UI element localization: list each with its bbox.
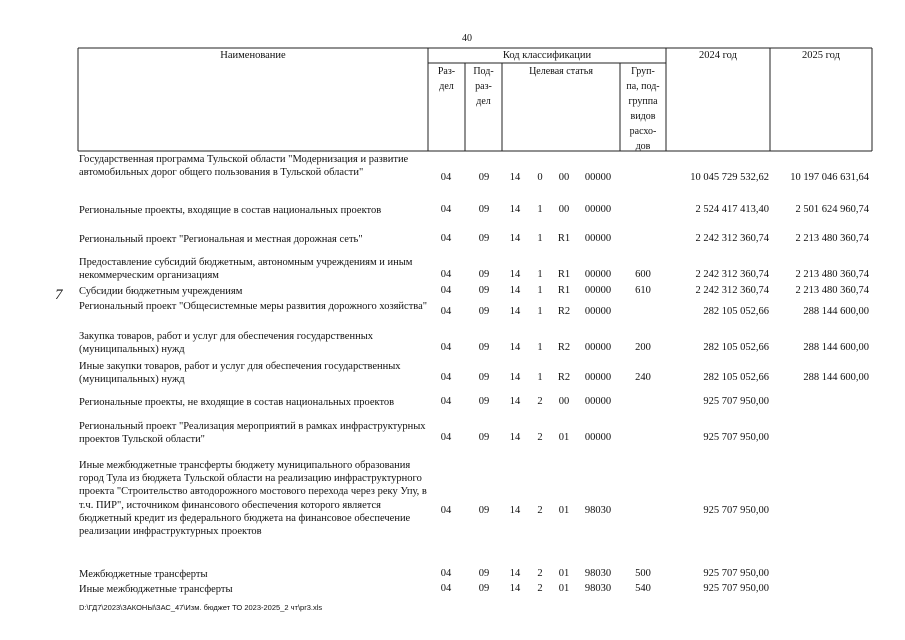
cell-t4: 00000 [584, 172, 612, 183]
header-section: Раз- дел [437, 66, 456, 92]
row-name: Региональные проекты, не входящие в состав национальных проектов [79, 397, 395, 408]
row-name: Региональный проект "Реализация мероприятий в рамках инфраструктурных проектов Тульской области" [79, 421, 426, 446]
cell-rz: 04 [440, 285, 452, 296]
cell-rz: 04 [440, 342, 452, 353]
cell-pr: 09 [478, 233, 490, 244]
cell-2025: 2 213 480 360,74 [795, 233, 869, 244]
cell-t3: 01 [558, 568, 570, 579]
cell-2024: 925 707 950,00 [703, 505, 769, 516]
cell-t1: 14 [509, 372, 521, 383]
row-name: Межбюджетные трансферты [79, 569, 208, 580]
cell-t1: 14 [509, 269, 521, 280]
cell-t1: 14 [509, 432, 521, 443]
cell-rz: 04 [440, 204, 452, 215]
cell-t1: 14 [509, 233, 521, 244]
header-target: Целевая статья [529, 66, 593, 77]
cell-t4: 00000 [584, 342, 612, 353]
row-name: Иные межбюджетные трансферты бюджету муниципального образования город Тула из бюджета Тульской области на реализацию инфраструктурного проекта "Строительство автодорожного мостового перехода через реку Упу, в т.ч. ПИР", источником финансового обеспечения которого является бюджетный кредит из федерального бюджета на финансовое обеспечение реализации инфраструктурных проектов [79, 460, 427, 538]
header-year-2024: 2024 год [699, 50, 737, 61]
cell-t4: 00000 [584, 396, 612, 407]
row-name: Иные закупки товаров, работ и услуг для обеспечения государственных (муниципальных) нужд [79, 361, 401, 386]
cell-pr: 09 [478, 583, 490, 594]
cell-t3: 01 [558, 583, 570, 594]
row-name: Региональные проекты, входящие в состав национальных проектов [79, 205, 382, 216]
row-name: Субсидии бюджетным учреждениям [79, 286, 243, 297]
cell-t3: 00 [558, 396, 570, 407]
cell-rz: 04 [440, 568, 452, 579]
cell-2025: 2 213 480 360,74 [795, 269, 869, 280]
cell-2024: 925 707 950,00 [703, 568, 769, 579]
cell-t4: 00000 [584, 285, 612, 296]
cell-rz: 04 [440, 583, 452, 594]
cell-pr: 09 [478, 432, 490, 443]
cell-t3: R2 [557, 372, 571, 383]
cell-t2: 1 [537, 372, 543, 383]
file-path-footer: D:\ГД7\2023\ЗАКОНЫ\ЗАС_47\Изм. бюджет ТО 2023-2025_2 чт\pr3.xls [79, 603, 323, 612]
cell-rz: 04 [440, 372, 452, 383]
cell-2025: 288 144 600,00 [803, 372, 869, 383]
page-number: 40 [462, 33, 472, 44]
cell-2024: 2 242 312 360,74 [695, 233, 769, 244]
cell-t4: 00000 [584, 306, 612, 317]
row-name: Региональный проект "Региональная и местная дорожная сеть" [79, 234, 363, 245]
cell-t3: 01 [558, 432, 570, 443]
cell-pr: 09 [478, 306, 490, 317]
cell-2024: 925 707 950,00 [703, 583, 769, 594]
cell-pr: 09 [478, 505, 490, 516]
margin-mark: 7 [55, 287, 63, 303]
cell-rz: 04 [440, 269, 452, 280]
cell-t3: R1 [557, 233, 571, 244]
cell-t1: 14 [509, 285, 521, 296]
cell-t3: R2 [557, 342, 571, 353]
cell-t1: 14 [509, 342, 521, 353]
cell-2025: 10 197 046 631,64 [790, 172, 869, 183]
cell-t2: 2 [537, 432, 543, 443]
cell-pr: 09 [478, 396, 490, 407]
cell-t3: 00 [558, 204, 570, 215]
cell-t1: 14 [509, 172, 521, 183]
cell-t3: R1 [557, 285, 571, 296]
cell-t2: 2 [537, 505, 543, 516]
cell-t4: 00000 [584, 233, 612, 244]
cell-t2: 2 [537, 583, 543, 594]
cell-t2: 2 [537, 396, 543, 407]
row-name: Закупка товаров, работ и услуг для обеспечения государственных (муниципальных) нужд [79, 331, 374, 356]
cell-t2: 1 [537, 306, 543, 317]
cell-t2: 2 [537, 568, 543, 579]
cell-t3: 01 [558, 505, 570, 516]
cell-2024: 282 105 052,66 [703, 306, 769, 317]
header-year-2025: 2025 год [802, 50, 840, 61]
cell-2025: 288 144 600,00 [803, 342, 869, 353]
row-name: Региональный проект "Общесистемные меры развития дорожного хозяйства" [79, 301, 428, 312]
cell-pr: 09 [478, 342, 490, 353]
cell-t3: R1 [557, 269, 571, 280]
cell-t4: 98030 [584, 505, 612, 516]
cell-t4: 98030 [584, 583, 612, 594]
cell-2024: 925 707 950,00 [703, 396, 769, 407]
header-subsection: Под- раз- дел [473, 66, 494, 107]
cell-t4: 00000 [584, 269, 612, 280]
cell-rz: 04 [440, 505, 452, 516]
cell-2025: 2 213 480 360,74 [795, 285, 869, 296]
cell-2025: 2 501 624 960,74 [795, 204, 869, 215]
cell-2024: 282 105 052,66 [703, 342, 769, 353]
cell-vr: 240 [635, 372, 651, 383]
cell-t2: 1 [537, 269, 543, 280]
cell-pr: 09 [478, 269, 490, 280]
cell-vr: 200 [635, 342, 651, 353]
header-classification: Код классификации [502, 50, 592, 61]
cell-rz: 04 [440, 233, 452, 244]
cell-t4: 00000 [584, 432, 612, 443]
cell-t2: 1 [537, 204, 543, 215]
cell-pr: 09 [478, 204, 490, 215]
cell-t3: R2 [557, 306, 571, 317]
cell-2024: 925 707 950,00 [703, 432, 769, 443]
cell-rz: 04 [440, 172, 452, 183]
cell-pr: 09 [478, 285, 490, 296]
cell-2024: 2 242 312 360,74 [695, 285, 769, 296]
cell-t2: 0 [537, 172, 543, 183]
cell-2024: 2 524 417 413,40 [695, 204, 769, 215]
cell-t1: 14 [509, 204, 521, 215]
cell-t4: 98030 [584, 568, 612, 579]
cell-t2: 1 [537, 342, 543, 353]
cell-rz: 04 [440, 432, 452, 443]
cell-vr: 540 [635, 583, 651, 594]
cell-t2: 1 [537, 233, 543, 244]
cell-t2: 1 [537, 285, 543, 296]
cell-vr: 600 [635, 269, 651, 280]
header-group: Груп- па, под- группа видов расхо- дов [626, 66, 660, 152]
cell-pr: 09 [478, 172, 490, 183]
cell-rz: 04 [440, 396, 452, 407]
cell-rz: 04 [440, 306, 452, 317]
cell-vr: 610 [635, 285, 651, 296]
cell-t1: 14 [509, 306, 521, 317]
header-name: Наименование [220, 50, 286, 61]
cell-t4: 00000 [584, 204, 612, 215]
cell-2024: 10 045 729 532,62 [690, 172, 769, 183]
cell-t1: 14 [509, 396, 521, 407]
cell-vr: 500 [635, 568, 651, 579]
cell-pr: 09 [478, 372, 490, 383]
cell-pr: 09 [478, 568, 490, 579]
row-name: Государственная программа Тульской области "Модернизация и развитие автомобильных дорог общего пользования в Тульской области" [79, 154, 409, 179]
cell-t1: 14 [509, 583, 521, 594]
cell-2024: 282 105 052,66 [703, 372, 769, 383]
cell-2025: 288 144 600,00 [803, 306, 869, 317]
row-name: Предоставление субсидий бюджетным, автономным учреждениям и иным некоммерческим организациям [79, 257, 413, 282]
row-name: Иные межбюджетные трансферты [79, 584, 233, 595]
cell-t4: 00000 [584, 372, 612, 383]
cell-t1: 14 [509, 568, 521, 579]
cell-t3: 00 [558, 172, 570, 183]
cell-2024: 2 242 312 360,74 [695, 269, 769, 280]
cell-t1: 14 [509, 505, 521, 516]
